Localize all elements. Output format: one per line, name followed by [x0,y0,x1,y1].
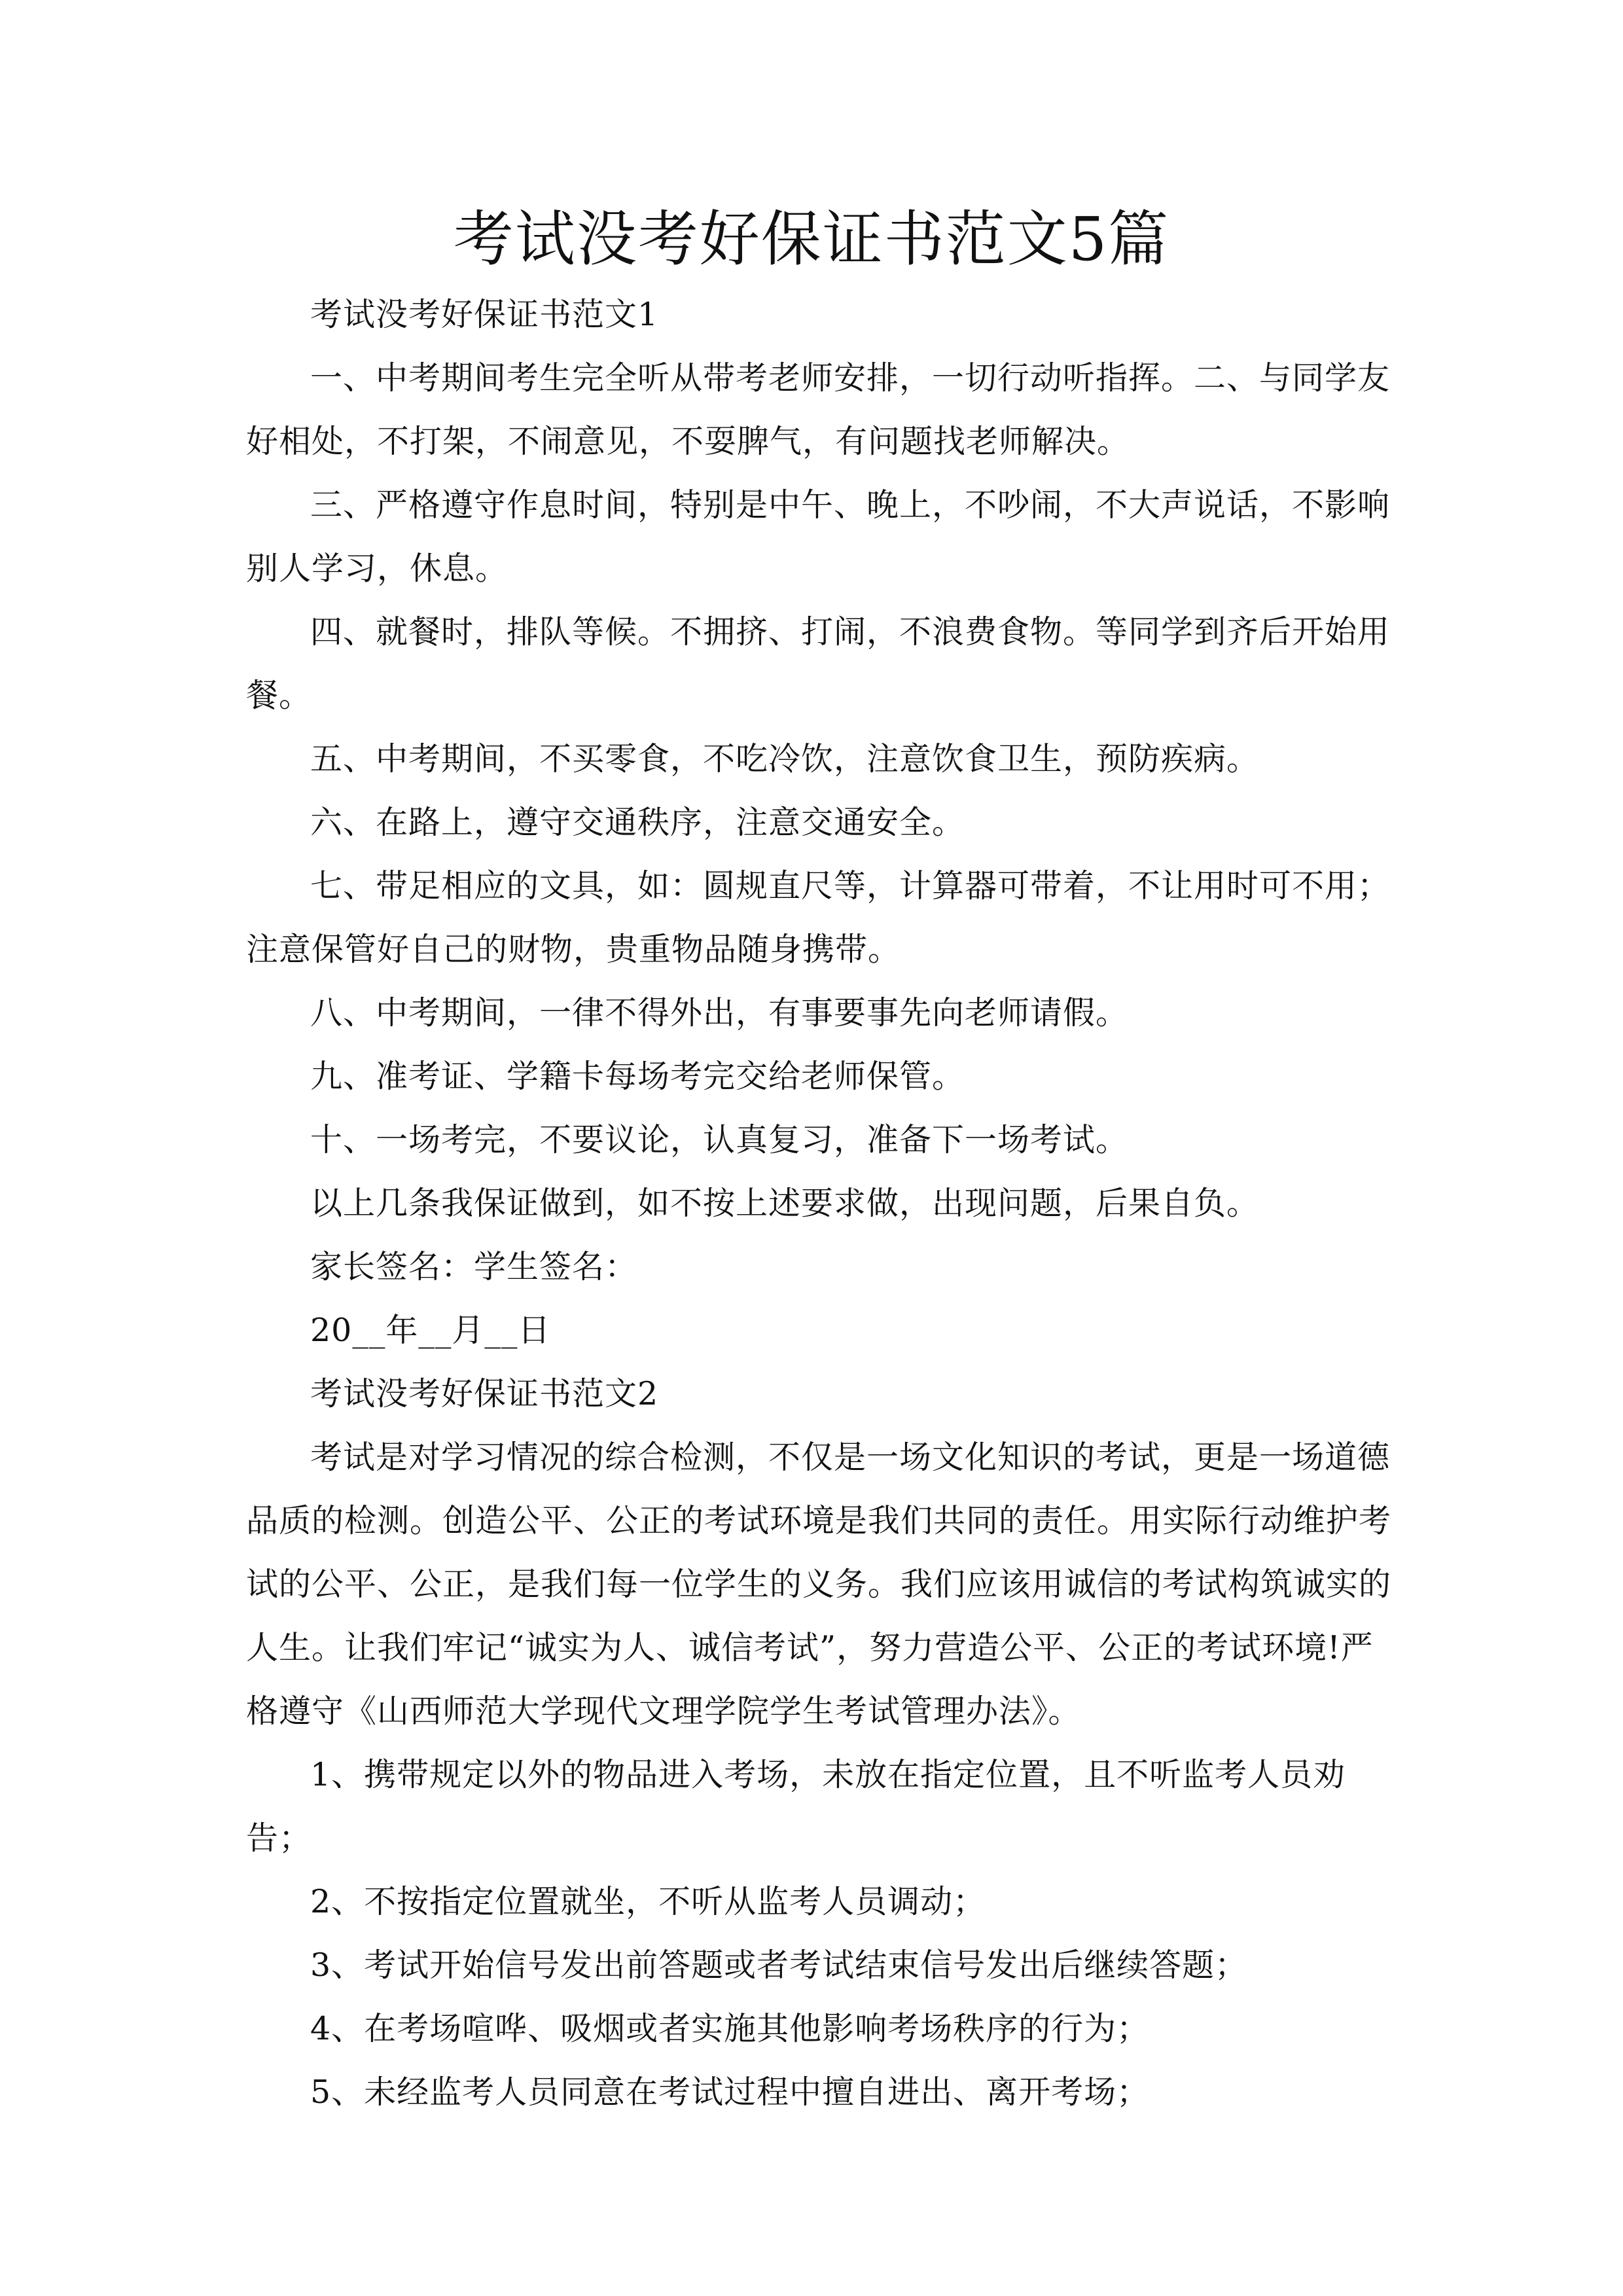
date-line: 20__年__月__日 [310,1312,551,1349]
paragraph: 五、中考期间，不买零食，不吃冷饮，注意饮食卫生，预防疾病。 [310,740,1260,778]
paragraph: 三、严格遵守作息时间，特别是中午、晚上，不吵闹，不大声说话，不影响别人学习，休息。 [246,486,1391,587]
paragraph: 六、在路上，遵守交通秩序，注意交通安全。 [310,804,965,841]
signature-line: 家长签名：学生签名： [310,1248,638,1285]
paragraph: 一、中考期间考生完全听从带考老师安排，一切行动听指挥。二、与同学友好相处，不打架，不闹意见，不耍脾气，有问题找老师解决。 [246,359,1391,460]
list-item: 5、未经监考人员同意在考试过程中擅自进出、离开考场； [310,2073,1150,2111]
paragraph: 十、一场考完，不要议论，认真复习，准备下一场考试。 [310,1121,1129,1158]
paragraph: 八、中考期间，一律不得外出，有事要事先向老师请假。 [310,994,1129,1031]
paragraph: 九、准考证、学籍卡每场考完交给老师保管。 [310,1058,965,1095]
document-body [246,283,1398,2124]
paragraph: 以上几条我保证做到，如不按上述要求做，出现问题，后果自负。 [310,1185,1260,1222]
list-item: 3、考试开始信号发出前答题或者考试结束信号发出后继续答题； [310,1946,1248,1984]
paragraph: 考试是对学习情况的综合检测，不仅是一场文化知识的考试，更是一场道德品质的检测。创造公平、公正的考试环境是我们共同的责任。用实际行动维护考试的公平、公正，是我们每一位学生的义务。我们应该用诚信的考试构筑诚实的人生。让我们牢记“诚实为人、诚信考试”，努力营造公平、公正的考试环境!严格遵守《山西师范大学现代文理学院学生考试管理办法》。 [246,1439,1392,1730]
paragraph: 七、带足相应的文具，如：圆规直尺等，计算器可带着，不让用时可不用；注意保管好自己的财物，贵重物品随身携带。 [246,867,1391,968]
list-item: 1、携带规定以外的物品进入考场，未放在指定位置，且不听监考人员劝告； [246,1756,1346,1857]
document-title: 考试没考好保证书范文5篇 [453,204,1170,274]
section-heading-2: 考试没考好保证书范文2 [310,1375,659,1412]
paragraph: 四、就餐时，排队等候。不拥挤、打闹，不浪费食物。等同学到齐后开始用餐。 [246,613,1391,714]
list-item: 4、在考场喧哗、吸烟或者实施其他影响考场秩序的行为； [310,2010,1150,2047]
list-item: 2、不按指定位置就坐，不听从监考人员调动； [310,1883,986,1920]
section-heading-1: 考试没考好保证书范文1 [310,296,659,333]
